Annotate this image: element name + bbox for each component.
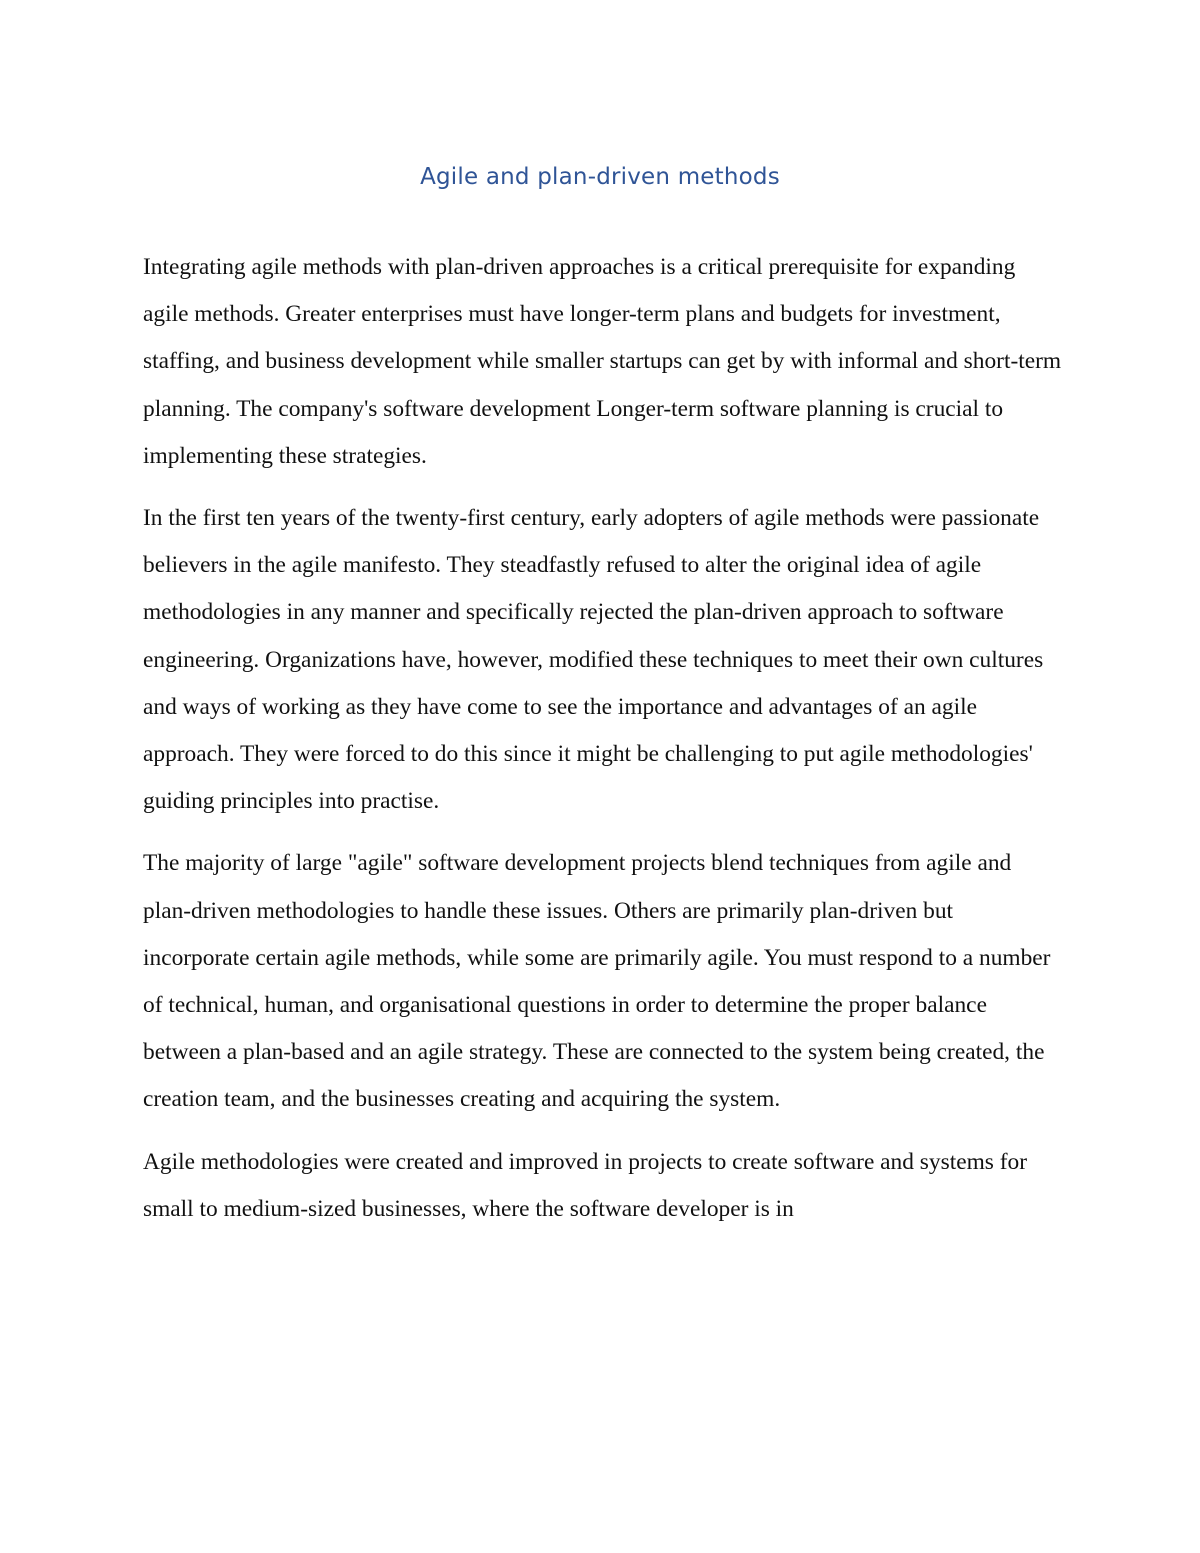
- paragraph-2: In the first ten years of the twenty-first century, early adopters of agile methods were passionate believers in the agile manifesto. They steadfastly refused to alter the original idea of agile methodologies in any manner and specifically rejected the plan-driven approach to software engineering. Organizations have, however, modified these techniques to meet their own cultures and ways of working as they have come to see the importance and advantages of an agile approach. They were forced to do this since it might be challenging to put agile methodologies' guiding principles into practise.: [143, 505, 1044, 815]
- paragraph-4: Agile methodologies were created and improved in projects to create software and systems for small to medium-sized businesses, where the software developer is in: [143, 1148, 1027, 1222]
- document-title: Agile and plan-driven methods: [420, 164, 780, 190]
- paragraph-3: The majority of large "agile" software development projects blend techniques from agile and plan-driven methodologies to handle these issues. Others are primarily plan-driven but incorporate certain agile methods, while some are primarily agile. You must respond to a number of technical, human, and organisational questions in order to determine the proper balance between a plan-based and an agile strategy. These are connected to the system being created, the creation team, and the businesses creating and acquiring the system.: [143, 850, 1051, 1113]
- document-body: [143, 244, 1063, 1248]
- paragraph-1: Integrating agile methods with plan-driven approaches is a critical prerequisite for expanding agile methods. Greater enterprises must have longer-term plans and budgets for investment, staffing, and business development while smaller startups can get by with informal and short-term planning. The company's software development Longer-term software planning is crucial to implementing these strategies.: [143, 254, 1062, 469]
